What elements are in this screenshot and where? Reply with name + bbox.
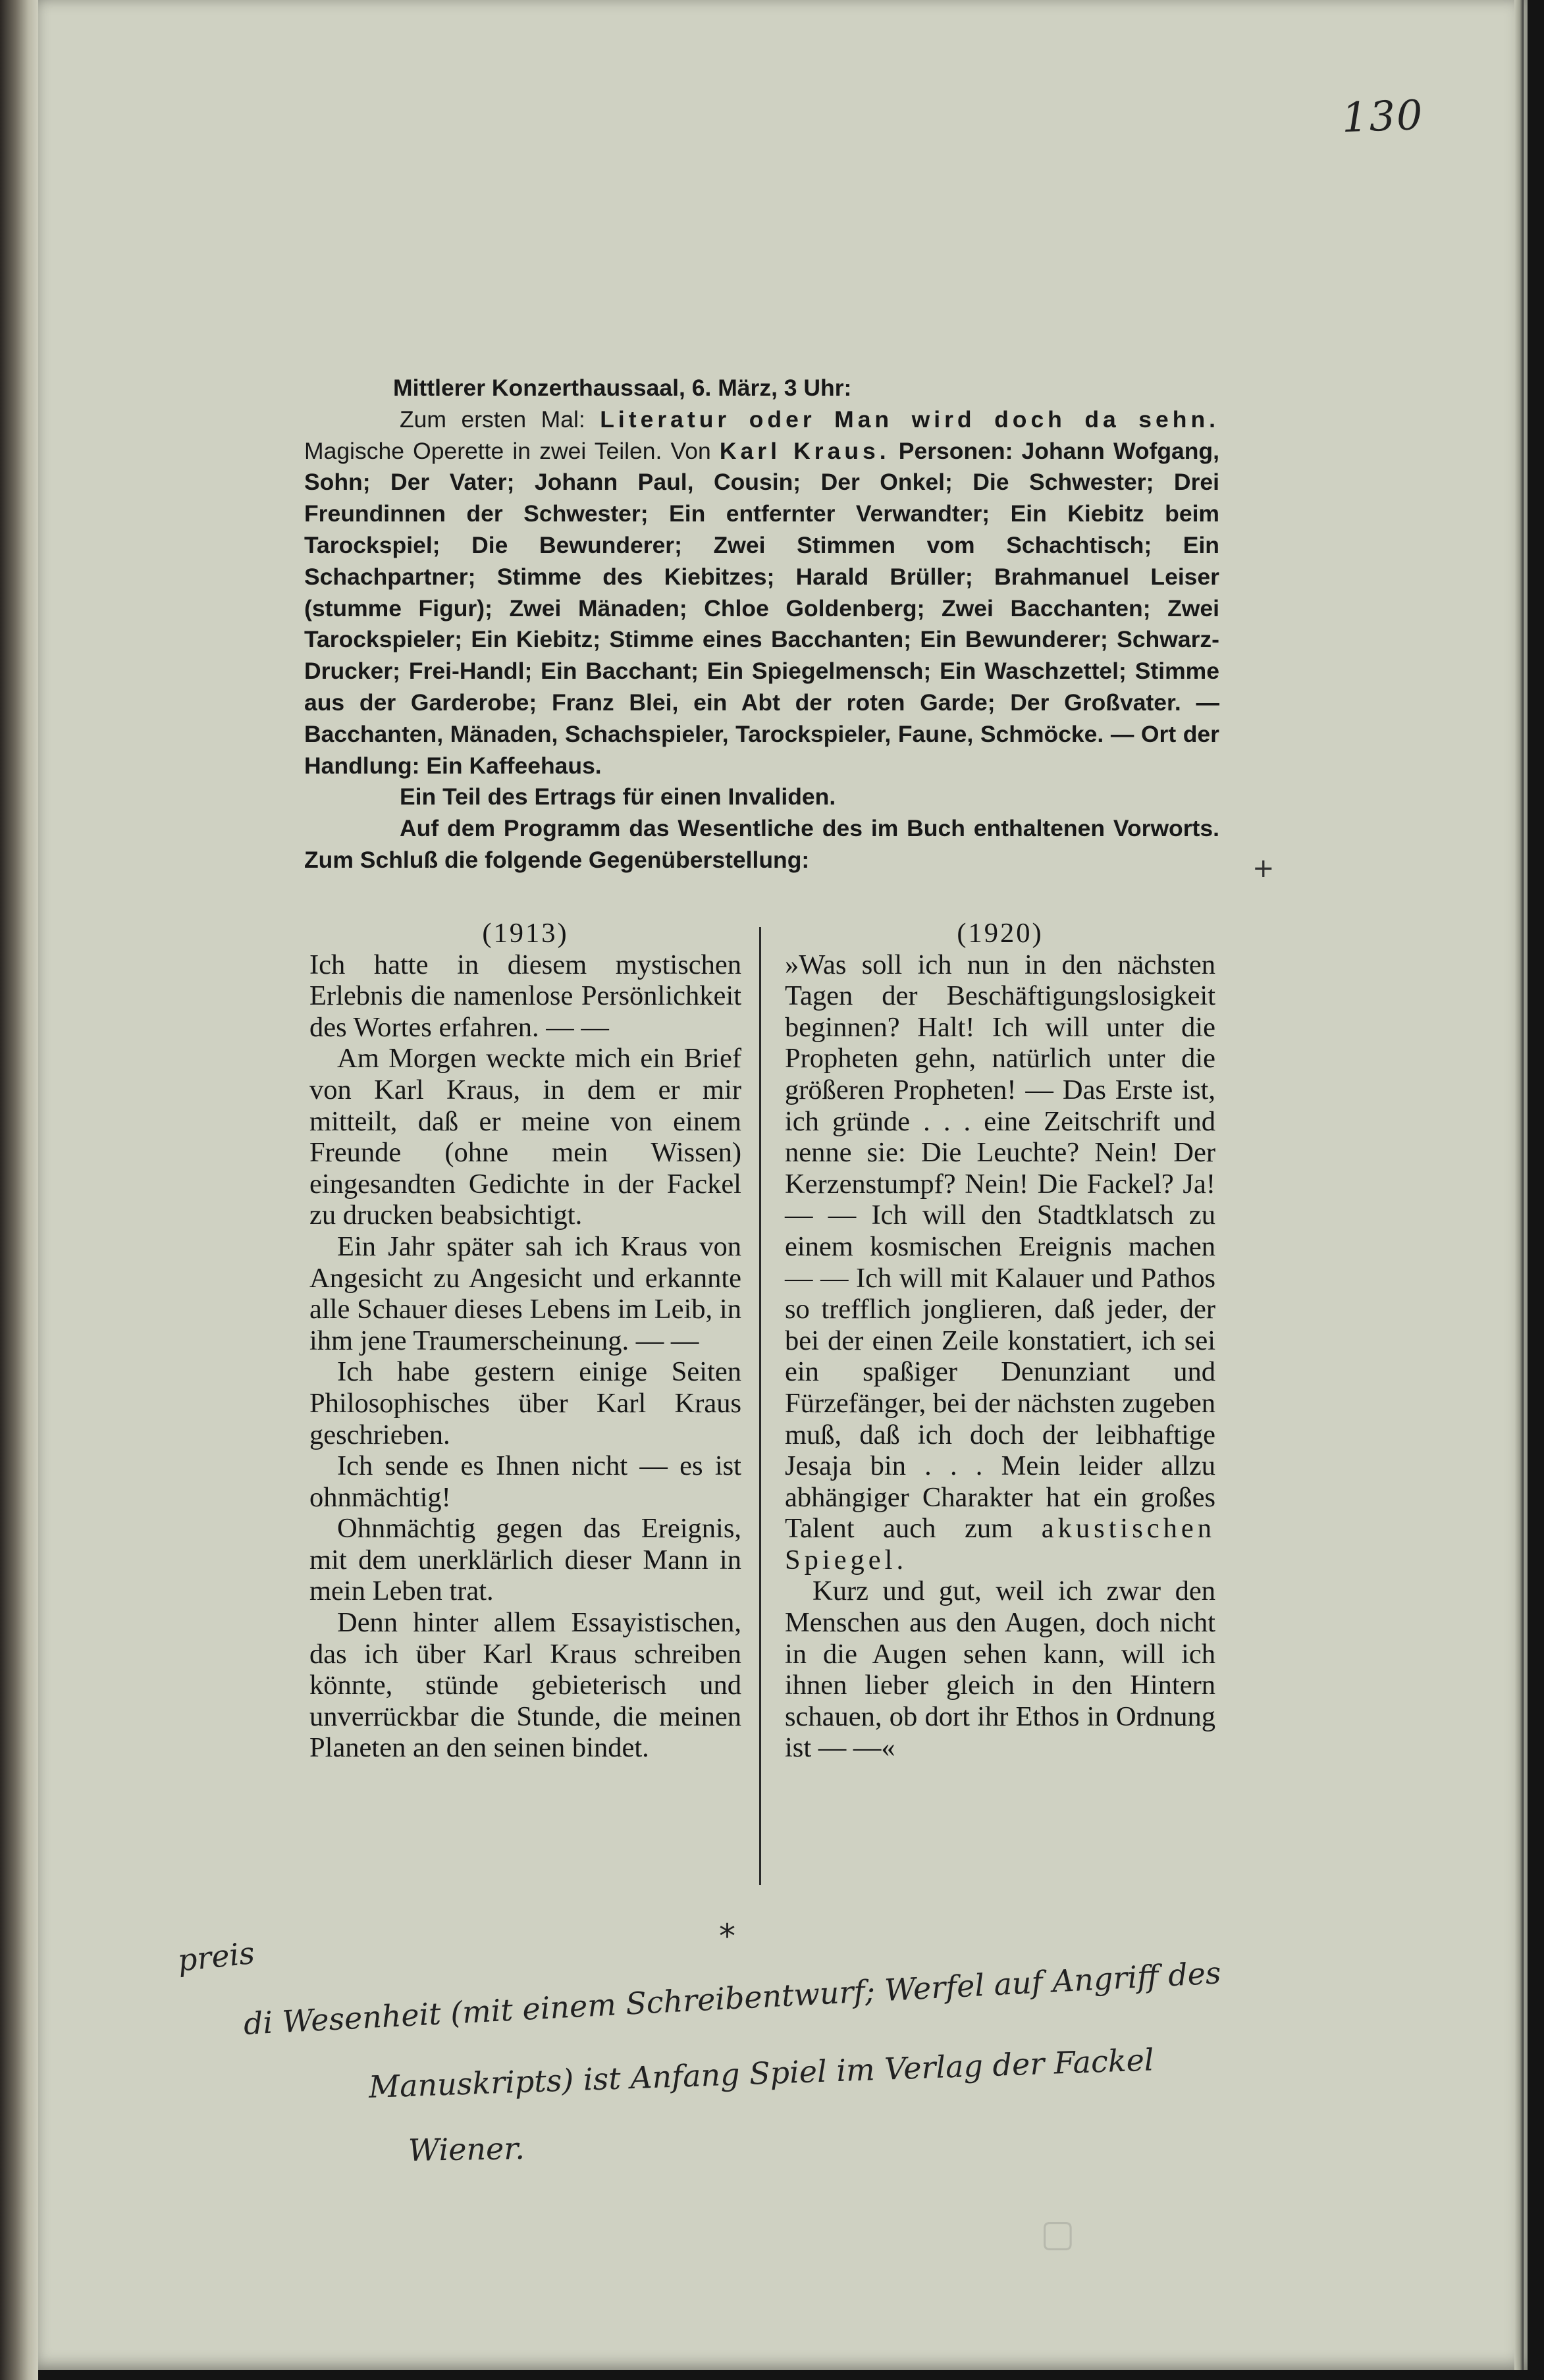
left-column-1913	[309, 918, 741, 1764]
left-paragraph: Ohnmächtig gegen das Ereignis, mit dem unerklärlich dieser Mann in mein Leben trat.	[309, 1513, 741, 1607]
right-column-1920	[785, 918, 1215, 1764]
note-line: di Wesenheit (mit einem Schreibentwurf; Werfel auf Angriff des	[242, 1955, 1222, 2042]
folio-number: 130	[1341, 90, 1425, 142]
concert-notice	[304, 373, 1219, 876]
play-author: Karl Kraus.	[719, 437, 890, 464]
handwritten-note	[178, 1929, 1264, 2182]
spaced-phrase: akustischen Spiegel.	[785, 1513, 1216, 1575]
cast-list: Personen: Johann Wofgang, Sohn; Der Vater; Johann Paul, Cousin; Der Onkel; Die Schwester; Drei Freundinnen der Schwester; Ein entfernter Verwandter; Ein Kiebitz beim Tarockspiel; Die Bewunderer; Zwei Stimmen vom Schachtisch; Ein Schachpartner; Stimme des Kiebitzes; Harald Brüller; Brahmanuel Leiser (stumme Figur); Zwei Mänaden; Chloe Goldenberg; Zwei Bacchanten; Zwei Tarockspieler; Ein Kiebitz; Stimme eines Bacchanten; Ein Bewunderer; Schwarz-Drucker; Frei-Handl; Ein Bacchant; Ein Spiegelmensch; Ein Waschzettel; Stimme aus der Garderobe; Franz Blei, ein Abt der roten Garde; Der Großvater. — Bacchanten, Mänaden, Schachspieler, Tarockspieler, Faune, Schmöcke. — Ort der Handlung: Ein Kaffeehaus.	[304, 437, 1219, 779]
column-divider	[759, 927, 761, 1885]
note-line: Manuskripts) ist Anfang Spiel im Verlag der Fackel	[368, 2042, 1155, 2105]
notice-body	[304, 404, 1219, 782]
right-paragraph: Kurz und gut, weil ich zwar den Menschen aus den Augen, doch nicht in die Augen sehen kann, will ich ihnen lieber gleich in den Hintern schauen, ob dort ihr Ethos in Ordnung ist — —«	[785, 1575, 1215, 1764]
right-paragraph	[785, 949, 1215, 1576]
left-paragraph: Ich sende es Ihnen nicht — es ist ohnmächtig!	[309, 1450, 741, 1513]
section-star: *	[719, 1917, 735, 1955]
play-title: Literatur oder Man wird doch da sehn.	[600, 406, 1219, 433]
program-note: Auf dem Programm das Wesentliche des im Buch enthaltenen Vorworts. Zum Schluß die folgende Gegenüberstellung:	[304, 815, 1219, 873]
right-quote-text: »Was soll ich nun in den nächsten Tagen der Beschäftigungslosigkeit beginnen? Halt! Ich will unter die Propheten gehn, natürlich unter die größeren Propheten! — Das Erste ist, ich gründe . . . eine Zeitschrift und nenne sie: Die Leuchte? Nein! Der Kerzenstumpf? Nein! Die Fackel? Ja! — — Ich will den Stadtklatsch zu einem kosmischen Ereignis machen — — Ich will mit Kalauer und Pathos so trefflich jonglieren, daß jeder, der bei der einen Zeile konstatiert, ich sei ein spaßiger Denunziant und Fürzefänger, bei der nächsten zugeben muß, daß ich doch der leibhaftige Jesaja bin . . . Mein leider allzu abhängiger Charakter hat ein großes Talent auch zum	[785, 949, 1215, 1545]
play-subtitle: Magische Operette in zwei Teilen. Von	[304, 437, 711, 464]
left-paragraph: Denn hinter allem Essayistischen, das ich über Karl Kraus schreiben könnte, stünde gebieterisch und unverrückbar die Stunde, die meinen Planeten an den seinen bindet.	[309, 1607, 741, 1764]
notice-heading: Mittlerer Konzerthaussaal, 6. März, 3 Uhr:	[393, 375, 852, 401]
year-1913: (1913)	[482, 918, 569, 949]
left-paragraph: Ich habe gestern einige Seiten Philosophisches über Karl Kraus geschrieben.	[309, 1356, 741, 1450]
page-edge	[1514, 0, 1524, 2370]
margin-mark: +	[1252, 853, 1275, 884]
left-paragraph: Ich hatte in diesem mystischen Erlebnis die namenlose Persönlichkeit des Wortes erfahren. — —	[309, 949, 741, 1043]
left-paragraph: Ein Jahr später sah ich Kraus von Angesicht zu Angesicht und erkannte alle Schauer dieses Lebens im Leib, in ihm jene Traumerscheinung. — —	[309, 1230, 741, 1356]
faint-stamp-mark: ▢	[1040, 2212, 1075, 2255]
book-binding	[0, 0, 38, 2380]
year-1920: (1920)	[957, 918, 1044, 949]
note-line: preis	[176, 1934, 257, 1978]
left-paragraph: Am Morgen weckte mich ein Brief von Karl Kraus, in dem er mir mitteilt, daß er meine von einem Freunde (ohne mein Wissen) eingesandten Gedichte in der Fackel zu drucken beabsichtigt.	[309, 1043, 741, 1231]
first-performance-label: Zum ersten Mal:	[400, 406, 585, 433]
proceeds-note: Ein Teil des Ertrags für einen Invaliden.	[400, 783, 836, 810]
note-line: Wiener.	[408, 2130, 525, 2168]
